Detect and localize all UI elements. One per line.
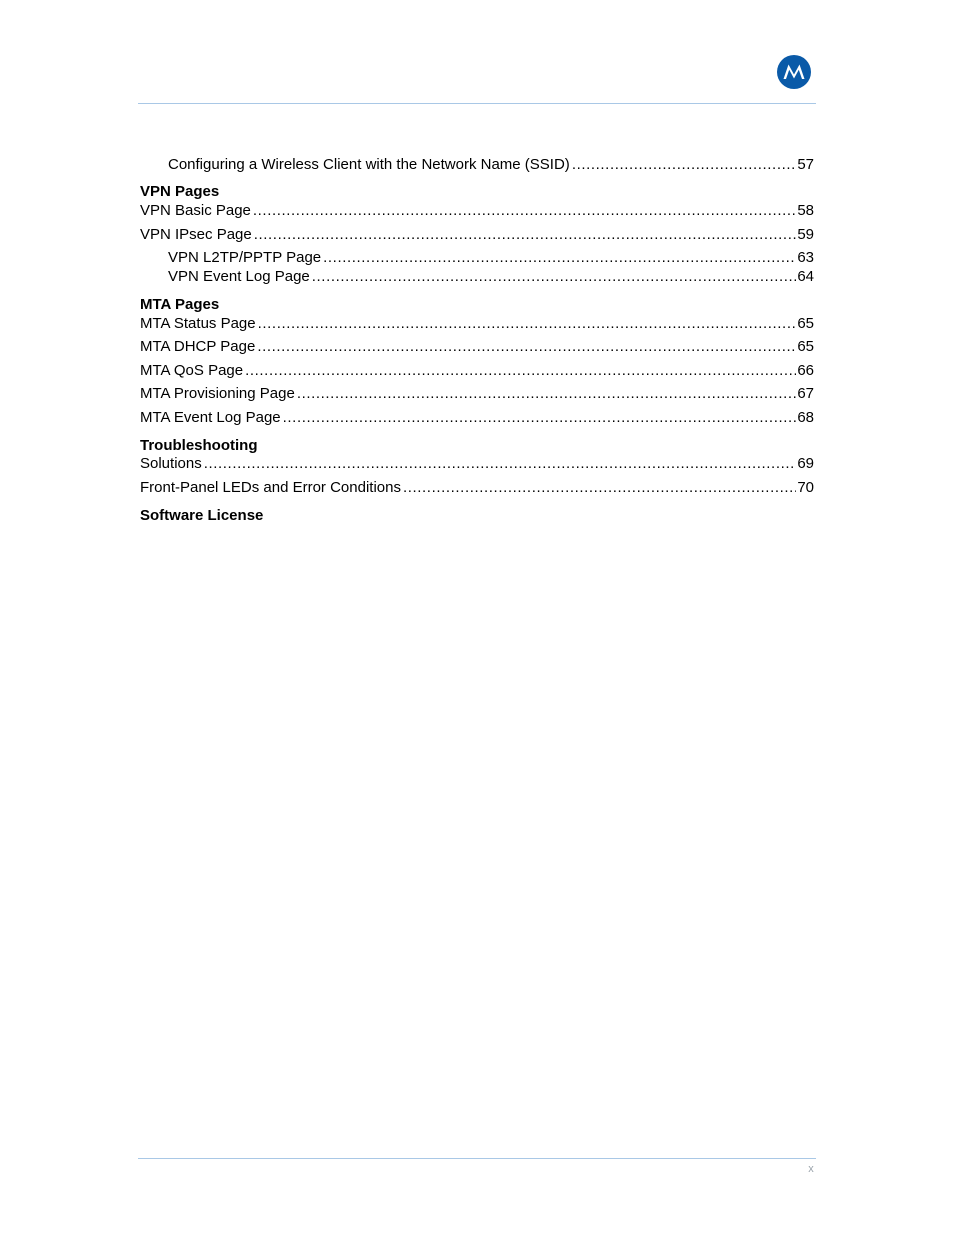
page-number: x <box>808 1163 814 1175</box>
toc-entry-label: VPN Event Log Page <box>168 268 310 285</box>
toc-entry-page: 58 <box>797 202 814 219</box>
toc-entry-page: 65 <box>797 338 814 355</box>
toc-entry-label: MTA QoS Page <box>140 362 244 379</box>
toc-entry-vpn-event-log-page[interactable] <box>168 268 814 286</box>
dot-leader <box>258 315 797 333</box>
dot-leader <box>245 362 796 380</box>
toc-entry-page: 68 <box>797 409 814 426</box>
footer-rule <box>138 1158 816 1159</box>
section-heading-software-license[interactable]: Software License <box>140 507 264 524</box>
toc-entry-label: MTA Status Page <box>140 315 256 332</box>
toc-entry-label: MTA Event Log Page <box>140 409 281 426</box>
dot-leader <box>297 385 797 403</box>
toc-entry-vpn-ipsec-page[interactable] <box>140 226 814 244</box>
toc-entry-front-panel-leds[interactable] <box>140 479 814 497</box>
toc-entry-label: VPN Basic Page <box>140 202 251 219</box>
toc-entry-page: 57 <box>797 156 814 173</box>
toc-entry-page: 67 <box>797 385 814 402</box>
toc-entry-page: 69 <box>797 455 814 472</box>
dot-leader <box>257 338 796 356</box>
toc-entry-solutions[interactable] <box>140 455 814 473</box>
toc-entry-label: Front-Panel LEDs and Error Conditions <box>140 479 401 496</box>
dot-leader <box>204 455 797 473</box>
dot-leader <box>403 479 796 497</box>
header-rule <box>138 103 816 104</box>
toc-entry-label: VPN IPsec Page <box>140 226 252 243</box>
section-heading-troubleshooting[interactable]: Troubleshooting <box>140 437 258 454</box>
toc-entry-vpn-l2tp-pptp-page[interactable] <box>168 249 814 267</box>
toc-entry-page: 70 <box>797 479 814 496</box>
dot-leader <box>572 156 797 174</box>
toc-entry-mta-status-page[interactable] <box>140 315 814 333</box>
toc-entry-page: 66 <box>797 362 814 379</box>
toc-entry-label: MTA DHCP Page <box>140 338 256 355</box>
toc-entry-vpn-basic-page[interactable] <box>140 202 814 220</box>
toc-entry-page: 64 <box>797 268 814 285</box>
toc-entry-label: Configuring a Wireless Client with the Network Name (SSID) <box>168 156 570 173</box>
toc-entry-mta-qos-page[interactable] <box>140 362 814 380</box>
dot-leader <box>323 249 796 267</box>
dot-leader <box>312 268 797 286</box>
dot-leader <box>283 409 797 427</box>
dot-leader <box>254 226 797 244</box>
section-heading-vpn-pages[interactable]: VPN Pages <box>140 183 220 200</box>
toc-entry-page: 63 <box>797 249 814 266</box>
section-heading-mta-pages[interactable]: MTA Pages <box>140 296 220 313</box>
dot-leader <box>253 202 796 220</box>
toc-entry-mta-dhcp-page[interactable] <box>140 338 814 356</box>
toc-entry-mta-event-log-page[interactable] <box>140 409 814 427</box>
toc-entry-label: MTA Provisioning Page <box>140 385 295 402</box>
toc-entry-mta-provisioning-page[interactable] <box>140 385 814 403</box>
toc-entry-wireless-client-ssid[interactable] <box>168 156 814 174</box>
toc-entry-label: VPN L2TP/PPTP Page <box>168 249 322 266</box>
toc-entry-page: 65 <box>797 315 814 332</box>
toc-entry-page: 59 <box>797 226 814 243</box>
toc-entry-label: Solutions <box>140 455 202 472</box>
motorola-logo-icon <box>777 55 811 89</box>
